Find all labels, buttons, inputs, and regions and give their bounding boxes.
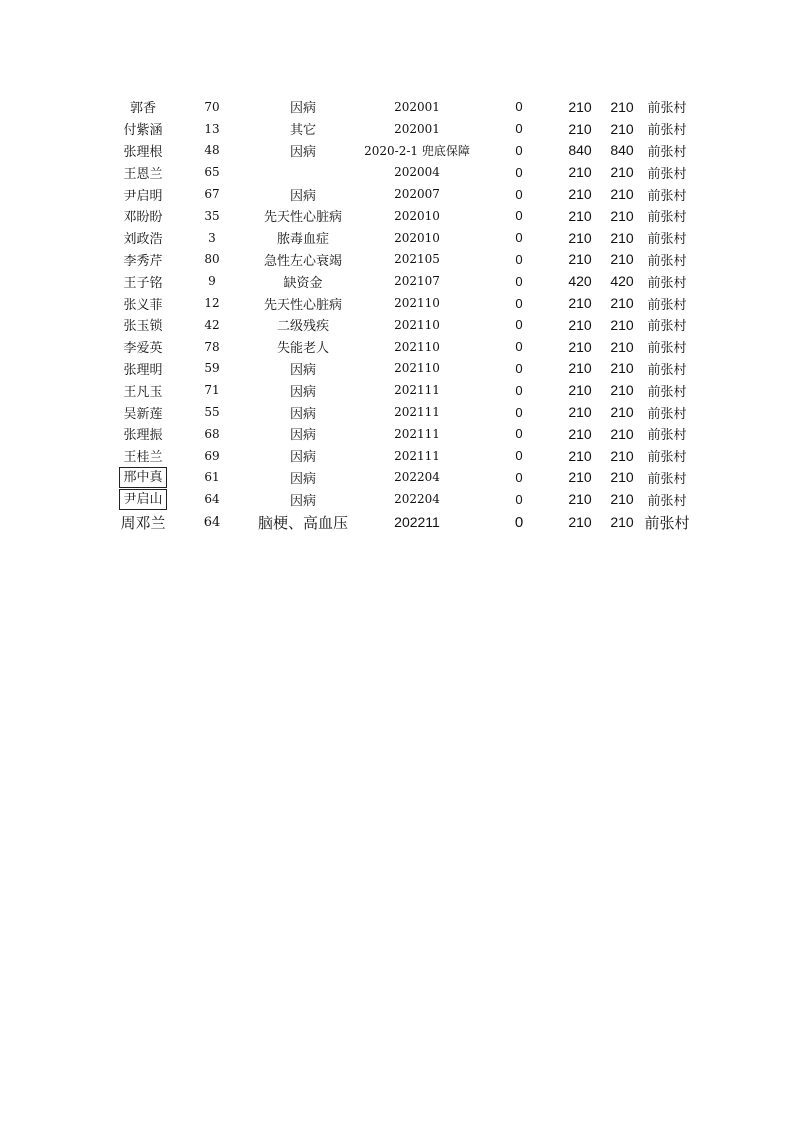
reason-cell: 失能老人 <box>276 341 329 357</box>
date-cell: 202107 <box>394 274 440 289</box>
zero-cell: 0 <box>515 121 523 137</box>
table-row <box>112 96 690 118</box>
date-cell: 202001 <box>394 99 440 114</box>
amount-cell: 210 <box>568 229 592 246</box>
amount-total-cell: 210 <box>610 338 634 355</box>
name-cell: 张义菲 <box>123 297 163 313</box>
amount-total-cell: 420 <box>610 273 634 290</box>
date-cell: 2020-2-1 兜底保障 <box>364 143 470 158</box>
reason-cell: 缺资金 <box>283 275 323 291</box>
age-cell: 3 <box>208 230 216 245</box>
village-cell: 前张村 <box>647 188 687 204</box>
reason-cell: 因病 <box>289 471 316 487</box>
name-cell: 王桂兰 <box>123 450 163 466</box>
reason-cell: 因病 <box>289 428 316 444</box>
village-cell: 前张村 <box>647 144 687 160</box>
date-cell: 202110 <box>394 339 440 354</box>
zero-cell: 0 <box>515 426 523 442</box>
amount-cell: 420 <box>568 273 592 290</box>
village-cell: 前张村 <box>647 406 687 422</box>
age-cell: 59 <box>204 361 220 376</box>
name-cell: 吴新莲 <box>123 406 163 422</box>
table-row <box>112 488 690 510</box>
reason-cell: 脓毒血症 <box>276 232 329 248</box>
age-cell: 9 <box>208 274 216 289</box>
amount-cell: 210 <box>568 469 592 486</box>
age-cell: 35 <box>204 208 220 223</box>
zero-cell: 0 <box>515 469 523 485</box>
amount-cell: 210 <box>568 382 592 399</box>
village-cell: 前张村 <box>647 471 687 487</box>
amount-cell: 210 <box>568 251 592 268</box>
village-cell: 前张村 <box>647 493 687 509</box>
age-cell: 78 <box>204 339 220 354</box>
amount-cell: 210 <box>568 404 592 421</box>
zero-cell: 0 <box>515 360 523 376</box>
amount-cell: 210 <box>568 425 592 442</box>
amount-total-cell: 210 <box>610 229 634 246</box>
table-row <box>112 445 690 467</box>
amount-total-cell: 210 <box>610 120 634 137</box>
table-row <box>112 161 690 183</box>
village-cell: 前张村 <box>647 341 687 357</box>
date-cell: 202110 <box>394 317 440 332</box>
village-cell: 前张村 <box>647 210 687 226</box>
amount-cell: 210 <box>568 338 592 355</box>
name-cell: 王恩兰 <box>123 166 163 182</box>
age-cell: 48 <box>204 143 220 158</box>
amount-cell: 210 <box>568 295 592 312</box>
village-cell: 前张村 <box>647 450 687 466</box>
reason-cell: 因病 <box>289 188 316 204</box>
amount-total-cell: 210 <box>610 251 634 268</box>
amount-total-cell: 210 <box>610 164 634 181</box>
reason-cell: 因病 <box>289 101 316 117</box>
zero-cell: 0 <box>515 339 523 355</box>
amount-cell: 840 <box>568 142 592 159</box>
amount-total-cell: 210 <box>610 514 634 531</box>
age-cell: 65 <box>204 165 220 180</box>
name-cell: 张理振 <box>123 428 163 444</box>
amount-cell: 210 <box>568 514 592 531</box>
reason-cell: 二级残疾 <box>276 319 329 335</box>
amount-total-cell: 210 <box>610 382 634 399</box>
zero-cell: 0 <box>515 382 523 398</box>
amount-cell: 210 <box>568 360 592 377</box>
date-cell: 202111 <box>394 383 440 398</box>
age-cell: 68 <box>204 426 220 441</box>
table-row <box>112 140 690 162</box>
village-cell: 前张村 <box>647 428 687 444</box>
table-row <box>112 227 690 249</box>
age-cell: 42 <box>204 317 220 332</box>
village-cell: 前张村 <box>647 319 687 335</box>
zero-cell: 0 <box>515 186 523 202</box>
reason-cell: 先天性心脏病 <box>263 297 342 313</box>
name-cell: 张理明 <box>123 362 163 378</box>
village-cell: 前张村 <box>647 297 687 313</box>
amount-total-cell: 210 <box>610 447 634 464</box>
reason-cell: 因病 <box>289 406 316 422</box>
village-cell: 前张村 <box>647 275 687 291</box>
age-cell: 12 <box>204 296 220 311</box>
name-cell-boxed <box>112 467 174 488</box>
date-cell: 202010 <box>394 208 440 223</box>
village-cell: 前张村 <box>647 384 687 400</box>
date-cell: 202110 <box>394 361 440 376</box>
reason-cell: 急性左心衰竭 <box>263 253 342 269</box>
amount-total-cell: 210 <box>610 98 634 115</box>
reason-cell: 其它 <box>289 123 316 139</box>
amount-cell: 210 <box>568 120 592 137</box>
name-cell: 付紫涵 <box>123 123 163 139</box>
date-cell: 202010 <box>394 230 440 245</box>
name-cell: 李秀芹 <box>123 253 163 269</box>
date-cell: 202001 <box>394 121 440 136</box>
table-row <box>112 292 690 314</box>
zero-cell: 0 <box>515 251 523 267</box>
amount-cell: 210 <box>568 207 592 224</box>
amount-cell: 210 <box>568 491 592 508</box>
amount-cell: 210 <box>568 316 592 333</box>
age-cell: 64 <box>204 492 220 507</box>
table-row <box>112 423 690 445</box>
name-cell: 王凡玉 <box>123 384 163 400</box>
records-table <box>112 96 690 534</box>
table-row <box>112 358 690 380</box>
reason-cell: 因病 <box>289 493 316 509</box>
age-cell: 80 <box>204 252 220 267</box>
age-cell: 71 <box>204 383 220 398</box>
village-cell: 前张村 <box>647 232 687 248</box>
village-cell: 前张村 <box>647 166 687 182</box>
date-cell: 202110 <box>394 296 440 311</box>
age-cell: 67 <box>204 187 220 202</box>
zero-cell: 0 <box>515 164 523 180</box>
date-cell: 202204 <box>394 470 440 485</box>
date-cell: 202111 <box>394 405 440 420</box>
zero-cell: 0 <box>515 230 523 246</box>
table-row <box>112 249 690 271</box>
table-row <box>112 467 690 489</box>
village-cell: 前张村 <box>644 513 690 532</box>
table-row <box>112 270 690 292</box>
age-cell: 61 <box>204 470 220 485</box>
amount-cell: 210 <box>568 98 592 115</box>
name-cell: 周邓兰 <box>120 513 166 532</box>
date-cell: 202211 <box>394 514 440 531</box>
name-cell: 邓盼盼 <box>123 210 163 226</box>
table-row <box>112 379 690 401</box>
zero-cell: 0 <box>515 448 523 464</box>
boxed-name: 尹启山 <box>119 489 166 510</box>
amount-total-cell: 210 <box>610 186 634 203</box>
reason-cell: 先天性心脏病 <box>263 210 342 226</box>
age-cell: 64 <box>203 514 221 530</box>
zero-cell: 0 <box>515 273 523 289</box>
name-cell: 张玉锁 <box>123 319 163 335</box>
zero-cell: 0 <box>515 99 523 115</box>
table-row <box>112 183 690 205</box>
age-cell: 13 <box>204 121 220 136</box>
table-row <box>112 205 690 227</box>
amount-cell: 210 <box>568 447 592 464</box>
zero-cell: 0 <box>515 208 523 224</box>
date-cell: 202105 <box>394 252 440 267</box>
name-cell: 刘政浩 <box>123 232 163 248</box>
amount-total-cell: 840 <box>610 142 634 159</box>
date-cell: 202111 <box>394 426 440 441</box>
amount-cell: 210 <box>568 164 592 181</box>
amount-total-cell: 210 <box>610 316 634 333</box>
amount-total-cell: 210 <box>610 469 634 486</box>
zero-cell: 0 <box>515 142 523 158</box>
amount-cell: 210 <box>568 186 592 203</box>
zero-cell: 0 <box>514 513 524 531</box>
date-cell: 202004 <box>394 165 440 180</box>
table-row <box>112 510 690 534</box>
table-row <box>112 336 690 358</box>
name-cell-boxed <box>112 489 174 510</box>
amount-total-cell: 210 <box>610 404 634 421</box>
zero-cell: 0 <box>515 295 523 311</box>
date-cell: 202111 <box>394 448 440 463</box>
table-row <box>112 118 690 140</box>
name-cell: 王子铭 <box>123 275 163 291</box>
village-cell: 前张村 <box>647 362 687 378</box>
zero-cell: 0 <box>515 317 523 333</box>
zero-cell: 0 <box>515 491 523 507</box>
reason-cell: 因病 <box>289 362 316 378</box>
reason-cell: 因病 <box>289 384 316 400</box>
village-cell: 前张村 <box>647 253 687 269</box>
age-cell: 70 <box>204 99 220 114</box>
table-row <box>112 401 690 423</box>
name-cell: 李爱英 <box>123 341 163 357</box>
village-cell: 前张村 <box>647 101 687 117</box>
village-cell: 前张村 <box>647 123 687 139</box>
date-cell: 202007 <box>394 187 440 202</box>
age-cell: 55 <box>204 405 220 420</box>
amount-total-cell: 210 <box>610 207 634 224</box>
reason-cell: 脑梗、高血压 <box>257 513 348 532</box>
amount-total-cell: 210 <box>610 425 634 442</box>
reason-cell: 因病 <box>289 144 316 160</box>
amount-total-cell: 210 <box>610 295 634 312</box>
zero-cell: 0 <box>515 404 523 420</box>
name-cell: 郭香 <box>129 101 156 117</box>
reason-cell: 因病 <box>289 450 316 466</box>
amount-total-cell: 210 <box>610 360 634 377</box>
date-cell: 202204 <box>394 492 440 507</box>
name-cell: 尹启明 <box>123 188 163 204</box>
table-row <box>112 314 690 336</box>
boxed-name: 邢中真 <box>119 467 166 488</box>
name-cell: 张理根 <box>123 144 163 160</box>
age-cell: 69 <box>204 448 220 463</box>
amount-total-cell: 210 <box>610 491 634 508</box>
